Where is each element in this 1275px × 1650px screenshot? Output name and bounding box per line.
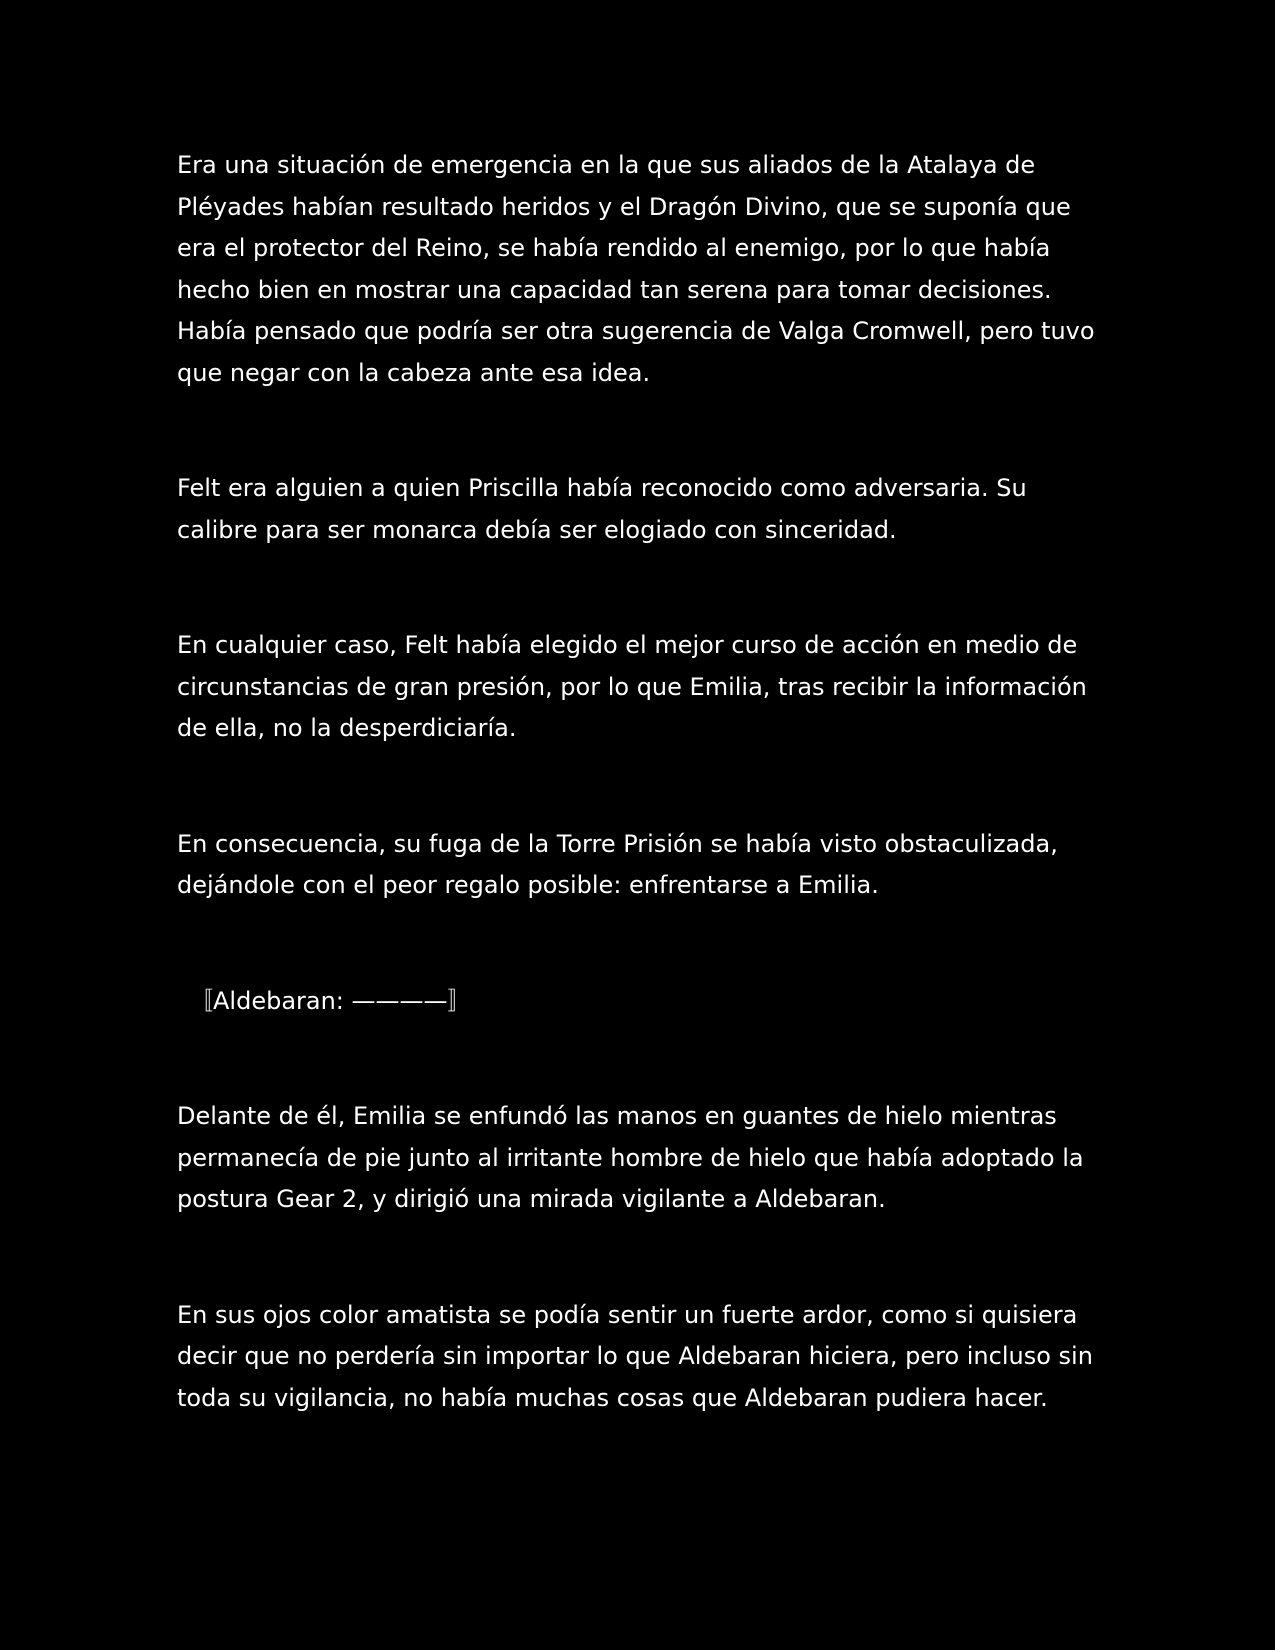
paragraph-7: En sus ojos color amatista se podía sentir un fuerte ardor, como si quisiera decir que no perdería sin importar lo que Aldebaran hiciera, pero incluso sin toda su vigilancia, no había muchas cosas que Aldebaran pudiera hacer. bbox=[177, 1300, 1093, 1412]
paragraph-1: Era una situación de emergencia en la que sus aliados de la Atalaya de Pléyades habían resultado heridos y el Dragón Divino, que se suponía que era el protector del Reino, se había rendido al enemigo, por lo que había hecho bien en mostrar una capacidad tan serena para tomar decisiones. Había pensado que podría ser otra sugerencia de Valga Cromwell, pero tuvo que negar con la cabeza ante esa idea. bbox=[177, 151, 1095, 387]
paragraph-4: En consecuencia, su fuga de la Torre Prisión se había visto obstaculizada, dejándole con el peor regalo posible: enfrentarse a Emilia. bbox=[177, 829, 1058, 899]
dialogue-line: 〚Aldebaran: ————〛 bbox=[189, 986, 472, 1015]
document-page bbox=[177, 145, 1107, 1419]
paragraph-3: En cualquier caso, Felt había elegido el mejor curso de acción en medio de circunstancias de gran presión, por lo que Emilia, tras recibir la información de ella, no la desperdiciaría. bbox=[177, 631, 1087, 742]
paragraph-2: Felt era alguien a quien Priscilla había reconocido como adversaria. Su calibre para ser monarca debía ser elogiado con sinceridad. bbox=[177, 474, 1027, 544]
paragraph-6: Delante de él, Emilia se enfundó las manos en guantes de hielo mientras permanecía de pie junto al irritante hombre de hielo que había adoptado la postura Gear 2, y dirigió una mirada vigilante a Aldebaran. bbox=[177, 1102, 1084, 1213]
